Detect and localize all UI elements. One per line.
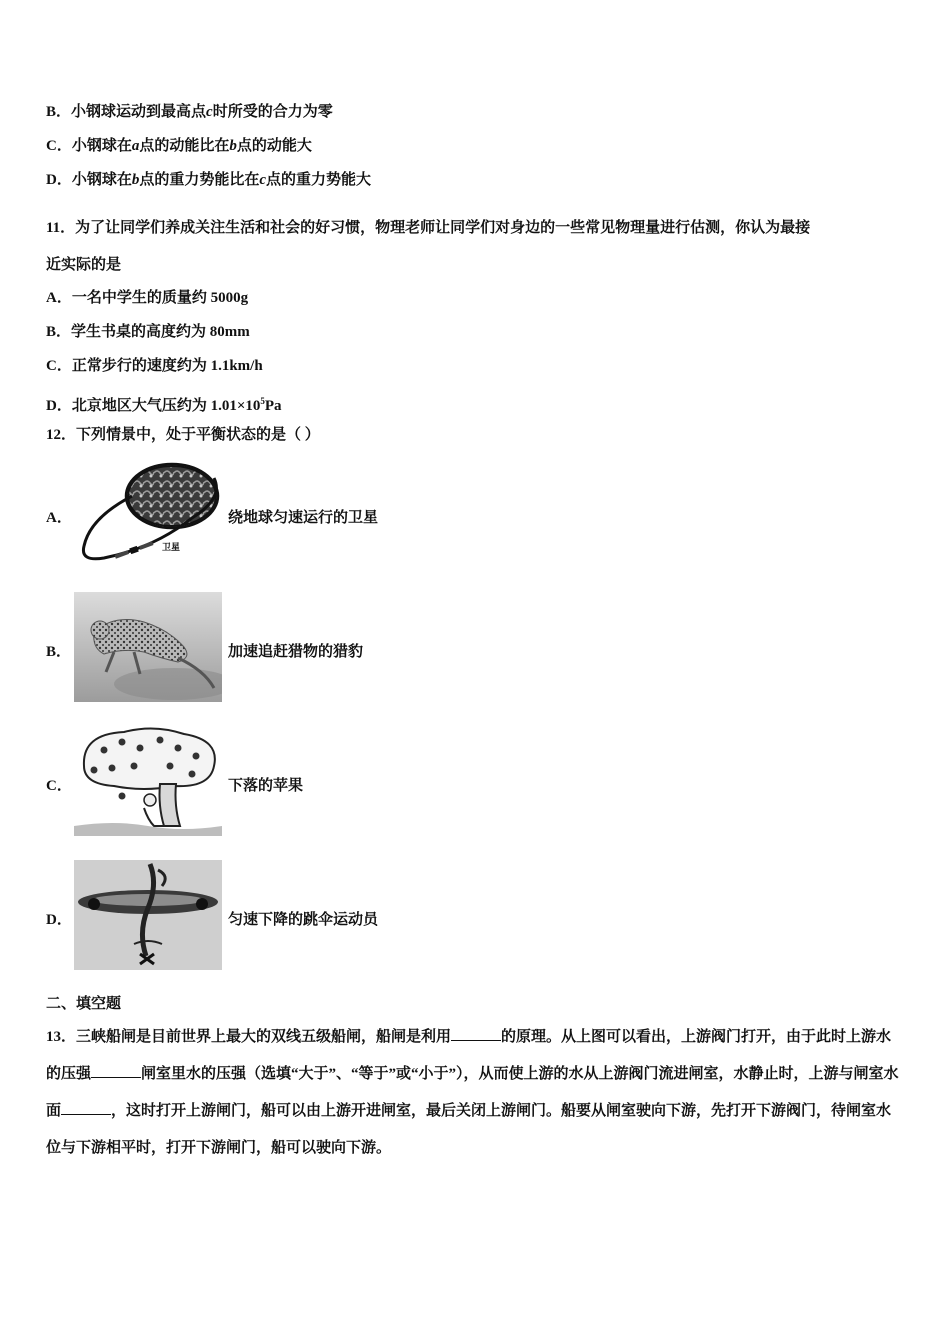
q11-option-d-prefix: D．北京地区大气压约为 1.01×10 (46, 398, 261, 414)
q12-stem: 12．下列情景中，处于平衡状态的是（ ） (46, 427, 320, 443)
q10-option-c (46, 136, 312, 156)
q12-option-c-text: 下落的苹果 (228, 778, 304, 794)
q11-option-c: C．正常步行的速度约为 1.1km/h (46, 358, 263, 374)
q10-option-c-prefix: C．小钢球在 (46, 138, 132, 154)
q10-option-b-prefix: B．小钢球运动到最高点 (46, 104, 207, 120)
q10-option-d-mid: 点的重力势能比在 (139, 172, 260, 188)
cheetah-image (74, 592, 222, 702)
q13-text-part1: 13．三峡船闸是目前世界上最大的双线五级船闸，船闸是利用 (46, 1029, 452, 1045)
q12-option-b-text: 加速追赶猎物的猎豹 (228, 644, 364, 660)
q13-text-part4: ，这时打开上游闸门，船可以由上游开进闸室，最后关闭上游闸门。船要从闸室驶向下游，先打开下游阀门，待闸室水位与下游相平时，打开下游闸门，船可以驶向下游。 (46, 1103, 892, 1156)
q10-option-d-var1: b (131, 172, 140, 188)
satellite-orbit-image (74, 458, 222, 568)
q10-option-c-mid: 点的动能比在 (139, 138, 230, 154)
q10-option-b-suffix: 时所受的合力为零 (212, 104, 333, 120)
q11-option-a: A．一名中学生的质量约 5000g (46, 290, 249, 306)
parachutist-image (74, 860, 222, 970)
q12-option-d-letter: D． (46, 912, 72, 928)
q11-option-d-exponent: 5 (260, 396, 265, 406)
q11-stem-line2: 近实际的是 (46, 257, 122, 273)
q13-blank-2[interactable] (91, 1063, 141, 1078)
q13-blank-3[interactable] (61, 1100, 111, 1115)
satellite-image-label: 卫星 (162, 543, 181, 553)
apple-tree-image (74, 726, 222, 836)
q12-option-a-letter: A． (46, 510, 72, 526)
q13-text-part2: 的原理。从上图可以看出，上游阀门打开，由于此时上游水的压强 (46, 1029, 892, 1082)
q10-option-c-var1: a (131, 138, 140, 154)
q10-option-d-var2: c (259, 172, 267, 188)
q11-stem-line1: 11．为了让同学们养成关注生活和社会的好习惯，物理老师让同学们对身边的一些常见物理量进行估测，你认为最接 (46, 220, 811, 236)
section-title-fill-in: 二、填空题 (46, 996, 122, 1012)
q12-option-a-text: 绕地球匀速运行的卫星 (228, 510, 379, 526)
q10-option-d (46, 170, 371, 190)
q11-option-b: B．学生书桌的高度约为 80mm (46, 324, 250, 340)
q12-option-b-letter: B． (46, 644, 72, 660)
q11-option-d (46, 391, 282, 416)
q10-option-c-suffix: 点的动能大 (236, 138, 312, 154)
q10-option-c-var2: b (229, 138, 237, 154)
q10-option-d-prefix: D．小钢球在 (46, 172, 132, 188)
q10-option-d-suffix: 点的重力势能大 (266, 172, 372, 188)
q13-blank-1[interactable] (451, 1026, 501, 1041)
q12-option-c-letter: C． (46, 778, 72, 794)
q13-text-part3: 闸室里水的压强（选填“大于”、“等于”或“小于”），从而使上游的水从上游阀门流进闸室，水静止时，上游与闸室水面 (46, 1066, 899, 1119)
q12-option-d-text: 匀速下降的跳伞运动员 (228, 912, 379, 928)
q10-option-b (46, 102, 333, 122)
q11-option-d-unit: Pa (264, 398, 282, 414)
q13-paragraph (46, 1019, 904, 1167)
q10-option-b-var: c (206, 104, 213, 120)
